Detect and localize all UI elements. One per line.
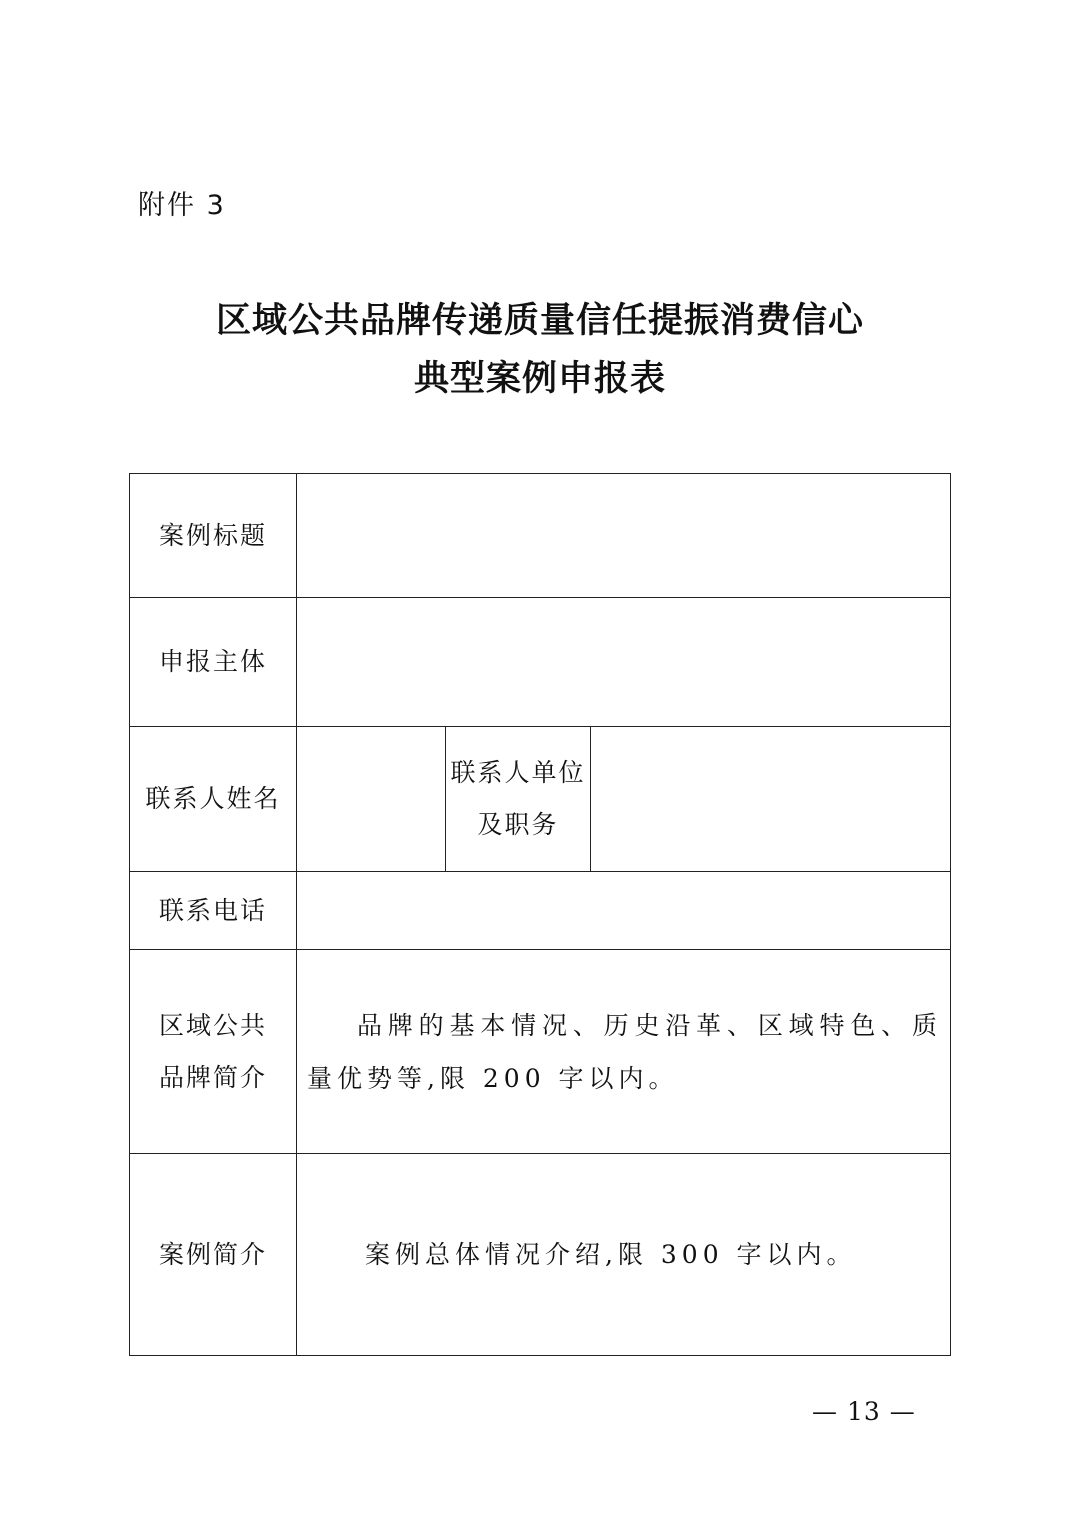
page-number: — 13 — <box>812 1397 916 1426</box>
contact-name-label: 联系人姓名 <box>130 727 297 872</box>
case-intro-hint: 案例总体情况介绍,限 300 字以内。 <box>365 1240 857 1269</box>
case-intro-field[interactable] <box>297 1154 951 1356</box>
contact-org-label-line1: 联系人单位 <box>450 758 586 787</box>
contact-org-label <box>446 727 591 872</box>
contact-phone-field[interactable] <box>297 872 951 950</box>
row-contact-phone <box>130 872 951 950</box>
row-applicant <box>130 598 951 727</box>
row-contact <box>130 727 951 872</box>
row-brand-intro <box>130 950 951 1154</box>
applicant-label: 申报主体 <box>130 598 297 727</box>
brand-intro-label <box>130 950 297 1154</box>
case-title-label: 案例标题 <box>130 474 297 598</box>
brand-intro-label-line2: 品牌简介 <box>158 1062 267 1092</box>
row-case-intro <box>130 1154 951 1356</box>
case-intro-label: 案例简介 <box>130 1154 297 1356</box>
brand-intro-label-line1: 区域公共 <box>158 1010 267 1040</box>
brand-intro-field[interactable] <box>297 950 951 1154</box>
case-title-field[interactable] <box>297 474 951 598</box>
title-line-2: 典型案例申报表 <box>413 359 666 399</box>
document-title <box>0 292 1080 408</box>
contact-phone-label: 联系电话 <box>130 872 297 950</box>
row-case-title <box>130 474 951 598</box>
attachment-label: 附件 3 <box>138 190 226 221</box>
brand-intro-hint: 品牌的基本情况、历史沿革、区域特色、质量优势等,限 200 字以内。 <box>307 1010 943 1093</box>
application-form-table <box>129 473 951 1356</box>
title-line-1: 区域公共品牌传递质量信任提振消费信心 <box>215 301 864 341</box>
applicant-field[interactable] <box>297 598 951 727</box>
contact-org-label-line2: 及职务 <box>477 810 559 839</box>
contact-org-field[interactable] <box>591 727 951 872</box>
contact-name-field[interactable] <box>297 727 446 872</box>
